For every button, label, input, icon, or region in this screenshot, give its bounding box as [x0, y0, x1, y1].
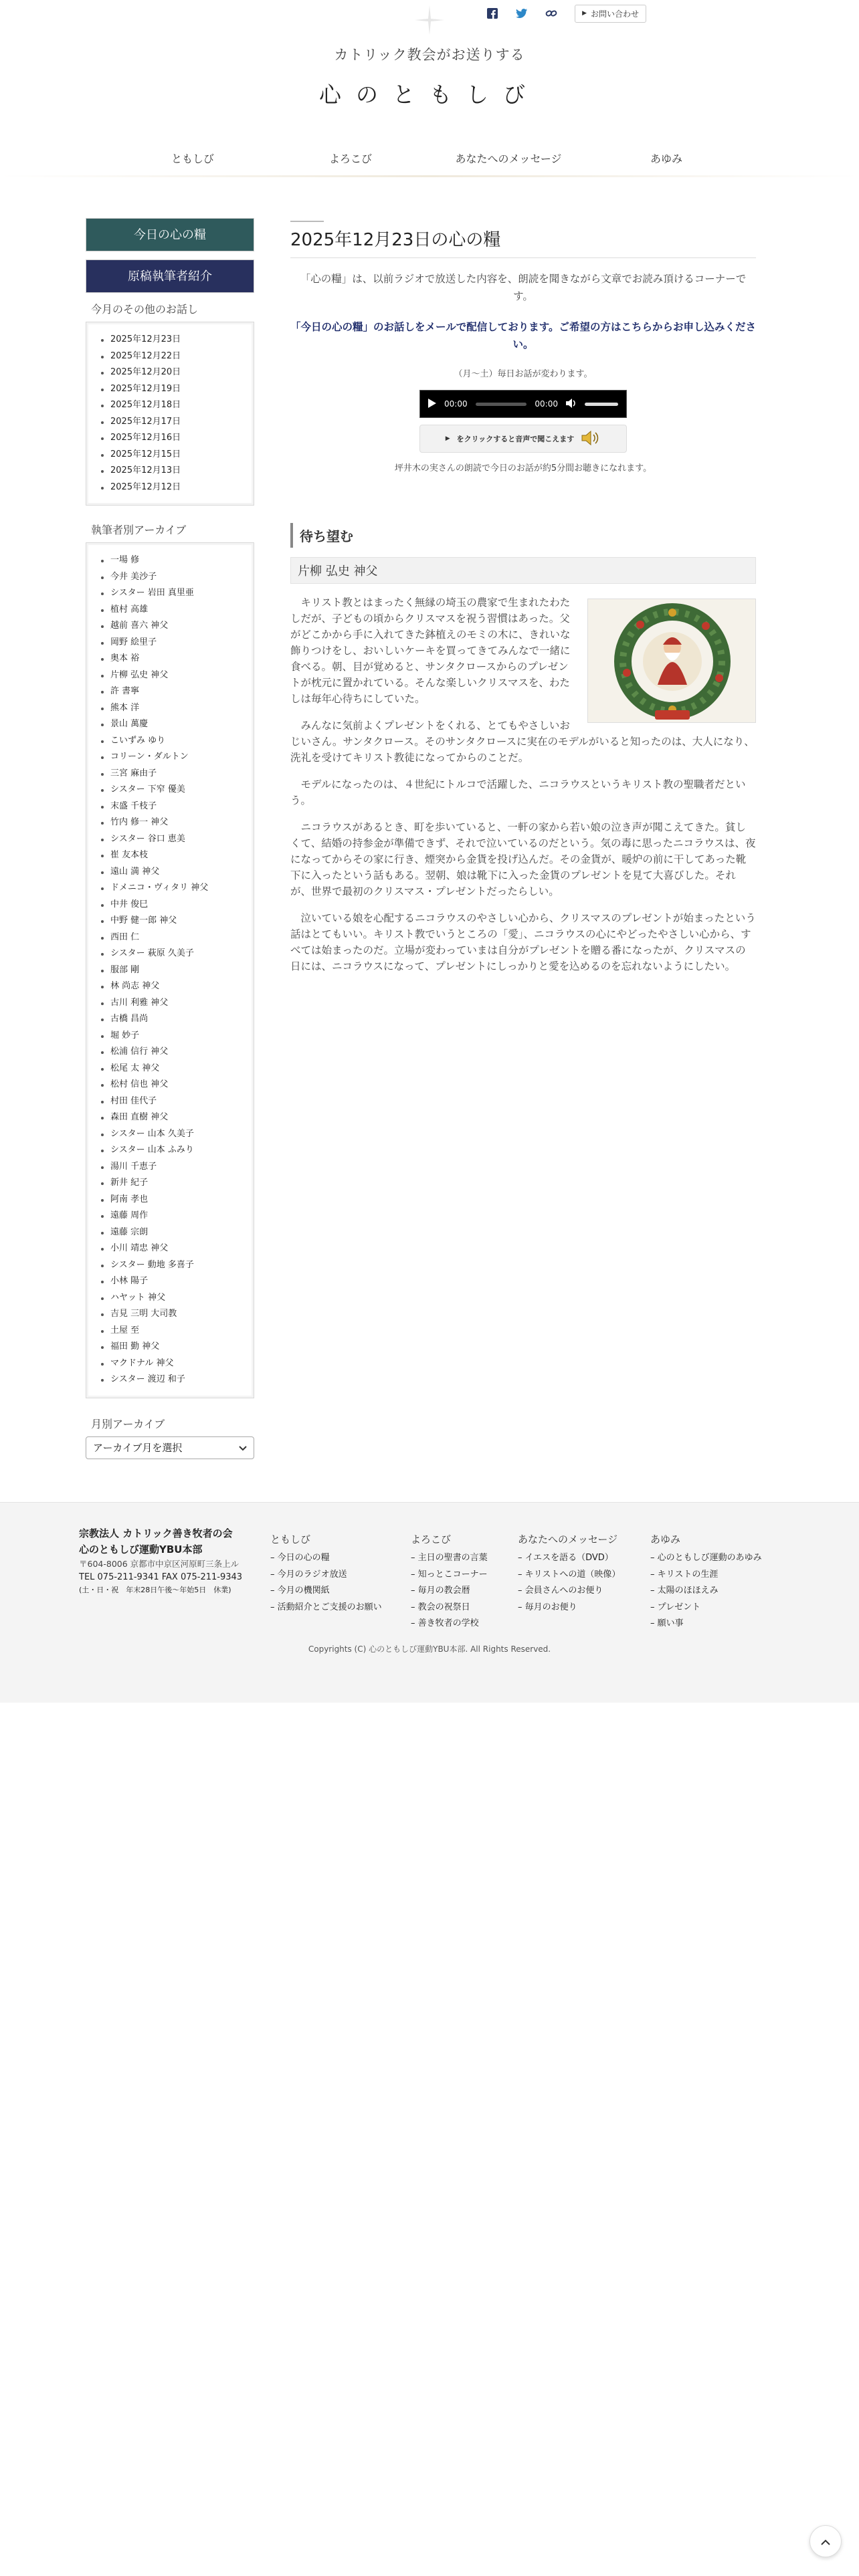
- author-list-item[interactable]: [100, 930, 242, 946]
- footer-link-label: キリストへの道（映像）: [524, 1569, 621, 1580]
- author-list-item-label: 植村 高雄: [110, 604, 149, 615]
- story-paragraph: モデルになったのは、４世紀にトルコで活躍した、ニコラウスというキリスト教の聖職者だという。: [290, 778, 746, 807]
- author-list-item[interactable]: [100, 946, 242, 962]
- author-list-item-label: 越前 喜六 神父: [110, 621, 169, 631]
- caret-right-icon: ▶: [445, 435, 450, 442]
- nav-item-message[interactable]: あなたへのメッセージ: [455, 152, 562, 165]
- audio-player: [419, 390, 627, 418]
- dash-marker: –: [518, 1553, 525, 1563]
- contact-label: お問い合わせ: [590, 9, 639, 19]
- author-list-item[interactable]: [100, 962, 242, 979]
- author-list-item[interactable]: [100, 635, 242, 651]
- author-list-item-label: 湯川 千恵子: [110, 1161, 157, 1172]
- date-list-item[interactable]: [100, 414, 242, 431]
- dash-marker: –: [518, 1602, 525, 1612]
- author-list-item[interactable]: [100, 1241, 242, 1257]
- author-list-item[interactable]: [100, 716, 242, 733]
- author-list-item-label: 小川 靖忠 神父: [110, 1243, 169, 1253]
- footer-link[interactable]: [411, 1600, 488, 1616]
- nav-item-yorokobi[interactable]: よろこび: [328, 152, 372, 165]
- date-list-item[interactable]: [100, 381, 242, 398]
- footer-hours: (土・日・祝 年末28日午後〜年始5日 休業): [79, 1586, 231, 1594]
- author-list-item[interactable]: [100, 1093, 242, 1110]
- author-list-item[interactable]: [100, 1208, 242, 1224]
- author-list-item[interactable]: [100, 1356, 242, 1372]
- footer-link-label: 毎月の教会暦: [417, 1586, 470, 1596]
- author-list-item[interactable]: [100, 766, 242, 782]
- chevron-down-icon: [239, 1442, 247, 1454]
- sidebar: [86, 218, 254, 1459]
- author-list-item[interactable]: [100, 683, 242, 700]
- author-list-item[interactable]: [100, 897, 242, 914]
- site-title[interactable]: 心のともしび: [319, 82, 540, 108]
- author-list-item-label: シスター 渡辺 和子: [110, 1374, 185, 1384]
- author-list-item[interactable]: [100, 1257, 242, 1274]
- author-list-item-label: 竹内 修一 神父: [110, 817, 169, 827]
- dash-marker: –: [270, 1553, 278, 1563]
- author-list-item[interactable]: [100, 569, 242, 586]
- author-list-item-label: 遠藤 宗朗: [110, 1226, 149, 1237]
- nav-item-tomoshibi[interactable]: ともしび: [171, 152, 214, 165]
- date-list-item-label: 2025年12月15日: [110, 449, 181, 459]
- footer-link-label: 教会の祝祭日: [417, 1602, 470, 1612]
- footer-link[interactable]: [518, 1550, 620, 1567]
- author-list-item[interactable]: [100, 733, 242, 750]
- dash-marker: –: [518, 1569, 525, 1580]
- author-list-item[interactable]: [100, 1175, 242, 1192]
- author-list-item[interactable]: [100, 1306, 242, 1323]
- story-paragraph: みんなに気前よくプレゼントをくれる、とてもやさしいおじいさん。サンタクロース。そのサンタクロースに実在のモデルがいると知ったのは、大人になり、洗礼を受けてキリスト教徒になってからのことだ。: [290, 720, 755, 764]
- author-list-item[interactable]: [100, 1192, 242, 1208]
- voice-note: 坪井木の実さんの朗読で今日のお話が約5分間お聴きになれます。: [394, 463, 652, 473]
- dash-marker: –: [411, 1569, 418, 1580]
- voice-play-button[interactable]: [419, 425, 627, 453]
- author-list-item[interactable]: [100, 1011, 242, 1028]
- footer-link-label: プレゼント: [657, 1602, 701, 1612]
- author-list-item-label: マクドナル 神父: [110, 1358, 174, 1368]
- footer-org: [79, 1525, 253, 1595]
- month-archive-heading: 月別アーカイブ: [91, 1417, 165, 1430]
- footer-col-list: [518, 1550, 620, 1616]
- author-list-item-label: 中井 俊巳: [110, 899, 149, 909]
- volume-slider[interactable]: [585, 403, 618, 406]
- date-list-item[interactable]: [100, 479, 242, 496]
- author-list-item[interactable]: [100, 815, 242, 831]
- author-list-item[interactable]: [100, 798, 242, 815]
- author-list-item-label: 許 書寧: [110, 686, 140, 696]
- footer-link[interactable]: [270, 1583, 382, 1600]
- author-list-item[interactable]: [100, 1323, 242, 1339]
- author-list-item[interactable]: [100, 749, 242, 766]
- author-list-item[interactable]: [100, 1273, 242, 1290]
- author-list-item[interactable]: [100, 1224, 242, 1241]
- play-icon[interactable]: [428, 399, 436, 410]
- author-list-item-label: 堀 妙子: [110, 1030, 140, 1041]
- author-list-item-label: コリーン・ダルトン: [110, 752, 189, 762]
- footer-link[interactable]: [270, 1600, 382, 1616]
- footer-col-title[interactable]: よろこび: [411, 1533, 452, 1545]
- footer-link-label: 会員さんへのお便り: [524, 1586, 603, 1596]
- nav-divider: [0, 175, 859, 177]
- footer-link-label: 今月の機関紙: [277, 1586, 330, 1596]
- twitter-icon[interactable]: [516, 7, 528, 19]
- footer-link[interactable]: [650, 1600, 762, 1616]
- author-list-box: [86, 542, 254, 1398]
- author-list-item[interactable]: [100, 1126, 242, 1143]
- site-subtitle: カトリック教会がお送りする: [334, 47, 525, 63]
- date-list-item-label: 2025年12月17日: [110, 416, 181, 427]
- author-list-item[interactable]: [100, 995, 242, 1012]
- nav-item-ayumi[interactable]: あゆみ: [650, 152, 682, 165]
- footer-link[interactable]: [650, 1550, 762, 1567]
- author-list-item[interactable]: [100, 782, 242, 798]
- footer-col-ayumi: [650, 1532, 762, 1632]
- caret-right-icon: ▶: [582, 10, 587, 17]
- date-list-item[interactable]: [100, 397, 242, 414]
- month-archive-select-value: アーカイブ月を選択: [93, 1442, 183, 1454]
- footer-link[interactable]: [518, 1567, 620, 1584]
- contact-button[interactable]: [575, 5, 646, 23]
- footer-link[interactable]: [650, 1583, 762, 1600]
- author-list-item-label: 今井 美沙子: [110, 571, 157, 582]
- author-list-item-label: 松村 信也 神父: [110, 1079, 169, 1089]
- date-list-item-label: 2025年12月20日: [110, 367, 181, 377]
- footer-link-label: 太陽のほほえみ: [657, 1586, 719, 1596]
- author-list-item[interactable]: [100, 978, 242, 995]
- voice-button-label: をクリックすると音声で聞こえます: [456, 435, 575, 443]
- dash-marker: –: [270, 1602, 278, 1612]
- author-list-item[interactable]: [100, 585, 242, 602]
- footer-col-list: [650, 1550, 762, 1632]
- author-list-item-label: 遠山 満 神父: [110, 866, 160, 877]
- footer-link[interactable]: [411, 1567, 488, 1584]
- date-list-item[interactable]: [100, 332, 242, 348]
- author-list-item-label: 松浦 信行 神父: [110, 1047, 169, 1057]
- author-list-item-label: 土屋 至: [110, 1325, 140, 1335]
- footer-link-label: キリストの生涯: [657, 1569, 719, 1580]
- dash-marker: –: [650, 1553, 658, 1563]
- author-list-item-label: 熊本 洋: [110, 702, 140, 713]
- intro-text: 「心の糧」は、以前ラジオで放送した内容を、朗読を聞きながら文章でお読み頂けるコーナーです。: [300, 273, 747, 302]
- header-toolbar: [486, 4, 646, 23]
- date-list-item-label: 2025年12月13日: [110, 465, 181, 475]
- author-list-item[interactable]: [100, 618, 242, 635]
- author-list-item[interactable]: [100, 667, 242, 684]
- author-list-item-label: 崔 友本枝: [110, 850, 149, 860]
- month-archive-select[interactable]: [86, 1436, 254, 1459]
- author-list-item-label: 新井 紀子: [110, 1178, 149, 1188]
- date-list-item[interactable]: [100, 430, 242, 447]
- author-list-item-label: シスター 下窄 優美: [110, 784, 185, 794]
- author-list-item-label: 阿南 孝也: [110, 1194, 149, 1204]
- date-list-item-label: 2025年12月19日: [110, 383, 181, 394]
- footer-col-title[interactable]: あゆみ: [650, 1533, 681, 1545]
- footer-link[interactable]: [518, 1600, 620, 1616]
- dash-marker: –: [650, 1569, 658, 1580]
- author-list-item[interactable]: [100, 1159, 242, 1176]
- dash-marker: –: [650, 1618, 658, 1628]
- footer-col-list: [411, 1550, 488, 1632]
- footer-link[interactable]: [650, 1616, 762, 1632]
- author-list-item[interactable]: [100, 913, 242, 930]
- current-time: 00:00: [444, 399, 468, 409]
- author-list-item[interactable]: [100, 864, 242, 881]
- date-list: [100, 332, 242, 496]
- page-title: 2025年12月23日の心の糧: [290, 226, 756, 258]
- author-list: [100, 552, 242, 1388]
- dash-marker: –: [270, 1569, 278, 1580]
- date-list-item[interactable]: [100, 463, 242, 479]
- footer-link-label: 主日の聖書の言葉: [417, 1553, 488, 1563]
- date-list-item-label: 2025年12月16日: [110, 433, 181, 443]
- author-list-item-label: 景山 萬慶: [110, 719, 149, 729]
- author-list-item-label: シスター 山本 久美子: [110, 1128, 194, 1139]
- audio-progress-track[interactable]: [476, 403, 527, 406]
- footer-link[interactable]: [411, 1583, 488, 1600]
- dash-marker: –: [518, 1586, 525, 1596]
- author-list-item-label: 福田 勤 神父: [110, 1341, 160, 1352]
- footer-tel: TEL 075-211-9341 FAX 075-211-9343: [79, 1572, 243, 1582]
- author-list-item[interactable]: [100, 602, 242, 619]
- mail-subscribe-link[interactable]: 「今日の心の糧」のお話しをメールで配信しております。ご希望の方はこちらからお申し込みください。: [290, 321, 756, 350]
- author-list-item[interactable]: [100, 1044, 242, 1061]
- author-list-item-label: 奥本 裕: [110, 653, 140, 663]
- author-list-item-label: 末盛 千枝子: [110, 800, 157, 811]
- author-list-item-label: シスター 動地 多喜子: [110, 1259, 194, 1270]
- author-list-item[interactable]: [100, 1061, 242, 1077]
- footer-link-label: 今月のラジオ放送: [277, 1569, 347, 1580]
- daily-note: （月〜土）毎日お話が変わります。: [454, 369, 593, 379]
- date-list-item[interactable]: [100, 364, 242, 381]
- author-list-item-label: こいずみ ゆり: [110, 735, 166, 746]
- back-to-top-button[interactable]: [809, 2525, 842, 2557]
- author-list-item[interactable]: [100, 847, 242, 864]
- author-archive-heading: 執筆者別アーカイブ: [91, 524, 187, 536]
- date-list-item-label: 2025年12月22日: [110, 350, 181, 361]
- volume-icon[interactable]: [566, 399, 577, 410]
- global-nav: [0, 146, 859, 177]
- dash-marker: –: [650, 1602, 658, 1612]
- author-list-item-label: シスター 谷口 恵美: [110, 833, 185, 844]
- author-list-item[interactable]: [100, 552, 242, 569]
- footer-link-label: 善き牧者の学校: [417, 1618, 479, 1628]
- footer-link-label: 願い事: [657, 1618, 684, 1628]
- author-list-item-label: 古橋 昌尚: [110, 1014, 149, 1024]
- footer-link-label: 活動紹介とご支援のお願い: [277, 1602, 382, 1612]
- footer-org-name-1: 宗教法人 カトリック善き牧者の会: [79, 1527, 233, 1539]
- christmas-wreath-image: [587, 599, 756, 723]
- chevron-up-icon: [821, 2535, 830, 2548]
- footer-address: 〒604-8006 京都市中京区河原町三条上ル: [79, 1559, 240, 1569]
- date-list-box: [86, 322, 254, 506]
- deco-star-icon: [408, 5, 451, 35]
- author-list-item-label: ドメニコ・ヴィタリ 神父: [110, 883, 209, 893]
- dash-marker: –: [411, 1618, 418, 1628]
- author-list-item[interactable]: [100, 700, 242, 717]
- footer-col-yorokobi: [411, 1532, 488, 1632]
- footer-link-label: 毎月のお便り: [524, 1602, 577, 1612]
- date-list-item-label: 2025年12月18日: [110, 400, 181, 410]
- author-list-item[interactable]: [100, 1372, 242, 1388]
- author-list-item-label: 岡野 絵里子: [110, 637, 157, 647]
- footer-col-title[interactable]: あなたへのメッセージ: [518, 1533, 618, 1545]
- author-list-item-label: 森田 直樹 神父: [110, 1112, 169, 1122]
- footer-link[interactable]: [270, 1567, 382, 1584]
- date-list-item-label: 2025年12月23日: [110, 334, 181, 344]
- footer-col-message: [518, 1532, 620, 1616]
- date-list-item[interactable]: [100, 447, 242, 463]
- facebook-icon[interactable]: [486, 7, 498, 19]
- footer-org-name-2: 心のともしび運動YBU本部: [79, 1543, 203, 1555]
- main-content: [290, 221, 756, 985]
- author-list-item-label: 一場 修: [110, 555, 140, 565]
- author-list-item-label: 松尾 太 神父: [110, 1063, 160, 1073]
- footer-col-list: [270, 1550, 382, 1616]
- footer-link-label: 知っとこコーナー: [417, 1569, 488, 1580]
- dash-marker: –: [650, 1586, 658, 1596]
- author-list-item-label: シスター 岩田 真里亜: [110, 588, 194, 598]
- footer-link[interactable]: [411, 1550, 488, 1567]
- author-list-item-label: ハヤット 神父: [110, 1292, 166, 1303]
- author-list-item-label: 古川 利雅 神父: [110, 997, 169, 1008]
- copyright: Copyrights (C) 心のともしび運動YBU本部. All Rights Reserved.: [308, 1644, 551, 1654]
- story-author: 片柳 弘史 神父: [290, 557, 756, 584]
- author-list-item[interactable]: [100, 1290, 242, 1307]
- story-body: [290, 595, 756, 974]
- footer-col-tomoshibi: [270, 1532, 382, 1616]
- author-list-item-label: シスター 萩原 久美子: [110, 948, 194, 958]
- site-footer: [0, 1502, 859, 1703]
- footer-link[interactable]: [411, 1616, 488, 1632]
- other-stories-heading: 今月のその他のお話し: [91, 303, 199, 316]
- story-paragraph: ニコラウスがあるとき、町を歩いていると、一軒の家から若い娘の泣き声が聞こえてきた。貧しくて、結婚の持参金が準備できず、それで泣いているのだという。気の毒に思ったニコラウスは、夜になってからその家に行き、煙突から金貨を投げ込んだ。その金貨が、暖炉の前に干してあった靴下に入ったという話もある。翌朝、娘は靴下に入った金貨のプレゼントを見て大喜びした。それが、世界で最初のクリスマス・プレゼントだったらしい。: [290, 821, 756, 897]
- author-list-item-label: シスター 山本 ふみり: [110, 1145, 194, 1155]
- footer-link-label: 心のともしび運動のあゆみ: [657, 1553, 762, 1563]
- link-icon[interactable]: [545, 7, 557, 19]
- dash-marker: –: [411, 1553, 418, 1563]
- author-list-item-label: 小林 陽子: [110, 1276, 149, 1286]
- author-list-item-label: 服部 剛: [110, 964, 140, 975]
- author-list-item[interactable]: [100, 1077, 242, 1093]
- story-paragraph: 泣いている娘を心配するニコラウスのやさしい心から、クリスマスのプレゼントが始まったという話はとてもいい。キリスト教でいうところの「愛」、ニコラウスの心にやどったやさしい心から、すべては始まったのだ。立場が変わっていまは自分がプレゼントを贈る番になったが、クリスマスの日には、ニコラウスになって、プレゼントにしっかりと愛を込めるのを忘れないようにしたい。: [290, 912, 756, 972]
- speaker-icon: [581, 431, 601, 447]
- footer-link[interactable]: [650, 1567, 762, 1584]
- author-list-item[interactable]: [100, 1028, 242, 1045]
- title-accent: [290, 221, 324, 222]
- date-list-item[interactable]: [100, 348, 242, 365]
- author-list-item[interactable]: [100, 1109, 242, 1126]
- dash-marker: –: [411, 1602, 418, 1612]
- author-list-item-label: 吉見 三明 大司教: [110, 1309, 177, 1319]
- author-list-item-label: 中野 健一郎 神父: [110, 916, 177, 926]
- dash-marker: –: [270, 1586, 278, 1596]
- today-button[interactable]: 今日の心の糧: [86, 218, 254, 251]
- author-list-item[interactable]: [100, 651, 242, 667]
- author-list-item[interactable]: [100, 831, 242, 848]
- duration-time: 00:00: [535, 399, 558, 409]
- dash-marker: –: [411, 1586, 418, 1596]
- footer-link[interactable]: [518, 1583, 620, 1600]
- author-list-item-label: 村田 佳代子: [110, 1095, 157, 1106]
- author-list-item[interactable]: [100, 880, 242, 897]
- footer-link-label: 今日の心の糧: [277, 1553, 330, 1563]
- date-list-item-label: 2025年12月12日: [110, 481, 181, 492]
- writers-button[interactable]: 原稿執筆者紹介: [86, 259, 254, 293]
- author-list-item-label: 片柳 弘史 神父: [110, 669, 169, 680]
- author-list-item[interactable]: [100, 1142, 242, 1159]
- footer-link-label: イエスを語る（DVD）: [524, 1553, 613, 1563]
- story-paragraph: キリスト教とはまったく無縁の埼玉の農家で生まれたわたしだが、子どもの頃からクリスマスを祝う習慣はあった。父がどこかから手に入れてきた鉢植えのモミの木に、きれいな飾りつけをし、おいしいケーキを買ってきてみんなで一緒に食べる。朝、目が覚めると、サンタクロースからのプレゼントが枕元に置かれている。そんな楽しいクリスマスを、わたしは毎年心待ちにしていた。: [290, 597, 571, 705]
- footer-col-title[interactable]: ともしび: [270, 1533, 311, 1545]
- author-list-item-label: 西田 仁: [110, 932, 140, 942]
- story-title: 待ち望む: [290, 523, 756, 548]
- author-list-item-label: 遠藤 周作: [110, 1210, 149, 1220]
- footer-link[interactable]: [270, 1550, 382, 1567]
- author-list-item-label: 林 尚志 神父: [110, 981, 160, 991]
- author-list-item-label: 三宮 麻由子: [110, 768, 157, 778]
- author-list-item[interactable]: [100, 1339, 242, 1356]
